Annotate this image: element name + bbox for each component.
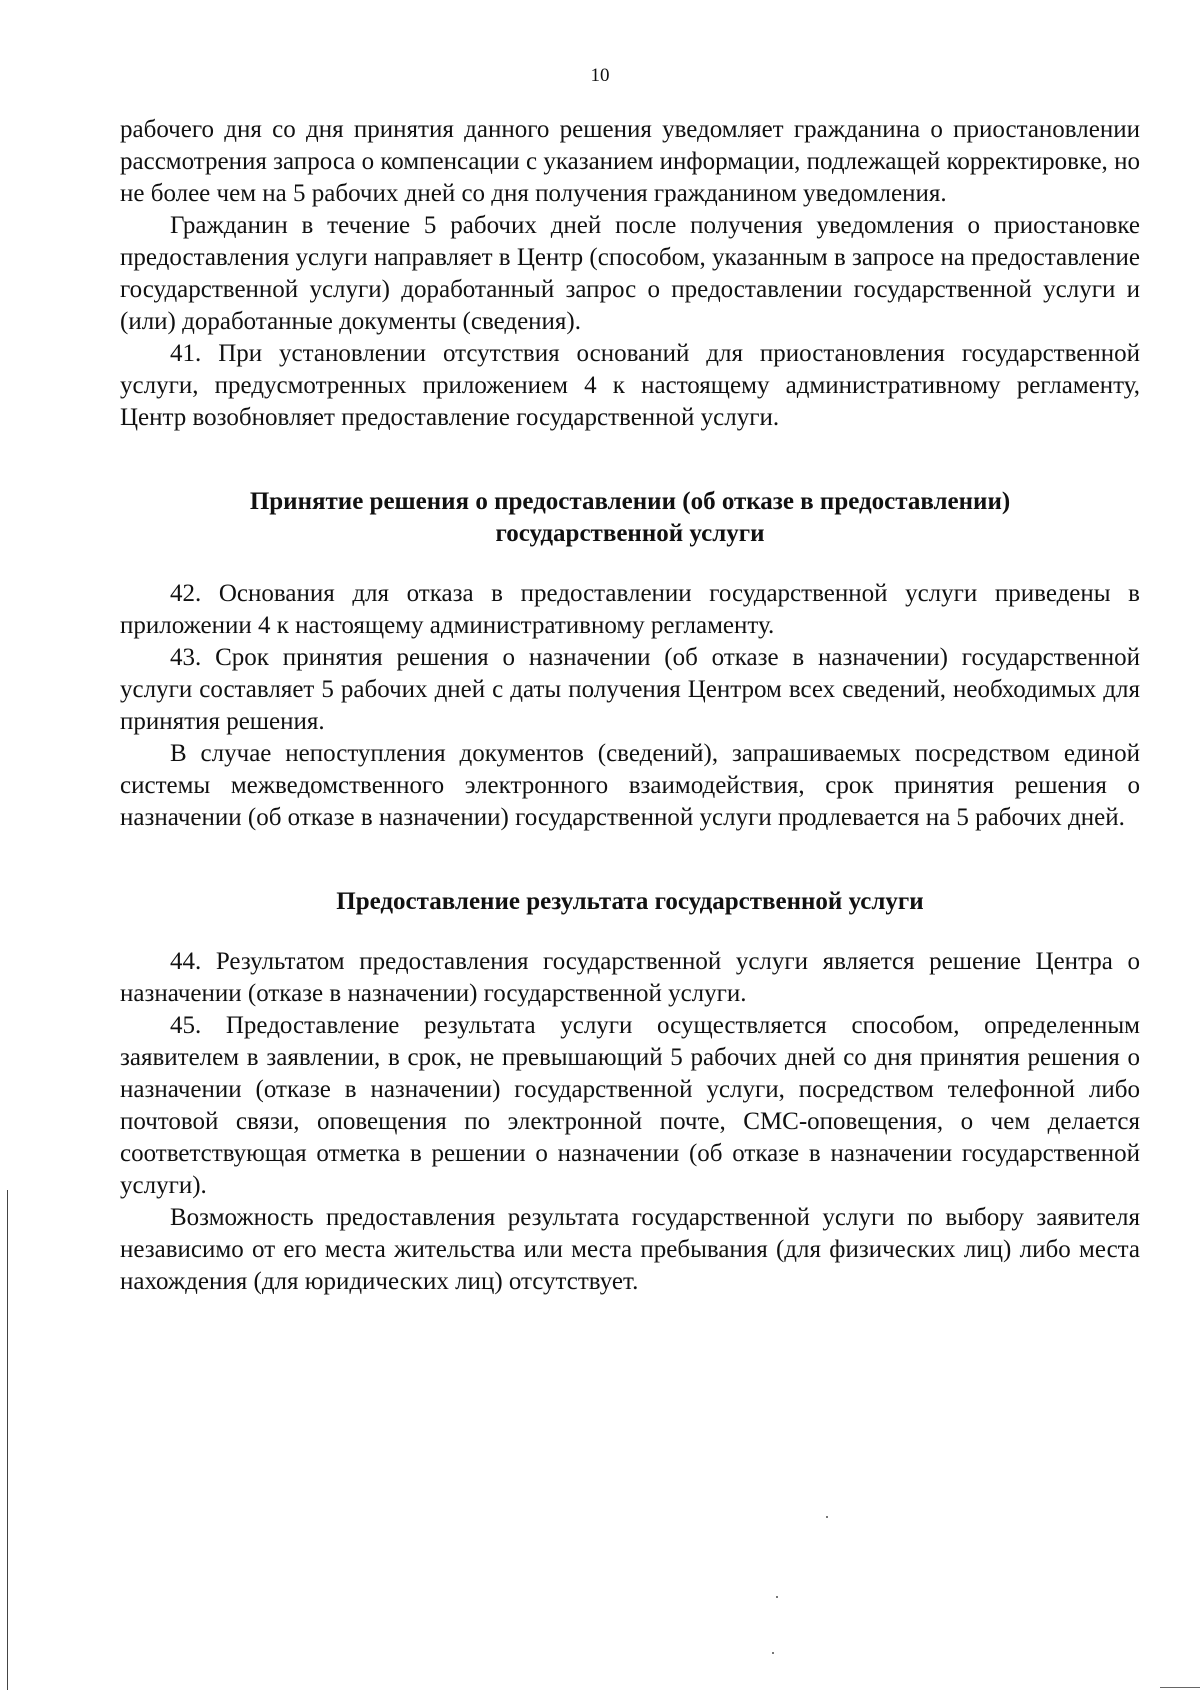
spacer (120, 918, 1140, 946)
page-number: 10 (590, 65, 610, 86)
paragraph-44: 44. Результатом предоставления государственной услуги является решение Центра о назначении (отказе в назначении) государственной услуги. (120, 948, 1140, 1007)
section-heading-decision-line1: Принятие решения о предоставлении (об отказе в предоставлении) (249, 488, 1011, 515)
section-heading-result: Предоставление результата государственной услуги (336, 888, 924, 915)
scan-speck (826, 1516, 828, 1518)
section-heading-decision-line2: государственной услуги (495, 520, 765, 547)
spacer (120, 550, 1140, 578)
paragraph-continuation: рабочего дня со дня принятия данного решения уведомляет гражданина о приостановлении рассмотрения запроса о компенсации с указанием информации, подлежащей корректировке, но не более чем на 5 рабочих дней со дня получения гражданином уведомления. (120, 116, 1140, 207)
scan-corner-mark (1160, 1687, 1200, 1688)
spacer (120, 434, 1140, 486)
paragraph-42: 42. Основания для отказа в предоставлении государственной услуги приведены в приложении 4 к настоящему административному регламенту. (120, 580, 1140, 639)
scan-speck (772, 1652, 774, 1654)
scan-binding-line (7, 1190, 8, 1690)
document-body (120, 114, 1140, 1298)
section-heading-decision (120, 486, 1140, 550)
paragraph-45: 45. Предоставление результата услуги осуществляется способом, определенным заявителем в заявлении, в срок, не превышающий 5 рабочих дней со дня принятия решения о назначении (отказе в назначении) государственной услуги, посредством телефонной либо почтовой связи, оповещения по электронной почте, СМС-оповещения, о чем делается соответствующая отметка в решении о назначении (об отказе в назначении государственной услуги). (120, 1012, 1140, 1199)
paragraph-43-extension: В случае непоступления документов (сведений), запрашиваемых посредством единой системы межведомственного электронного взаимодействия, срок принятия решения о назначении (об отказе в назначении) государственной услуги продлевается на 5 рабочих дней. (120, 740, 1140, 831)
paragraph-41: 41. При установлении отсутствия оснований для приостановления государственной услуги, предусмотренных приложением 4 к настоящему административному регламенту, Центр возобновляет предоставление государственной услуги. (120, 340, 1140, 431)
paragraph-citizen-notification: Гражданин в течение 5 рабочих дней после получения уведомления о приостановке предоставления услуги направляет в Центр (способом, указанным в запросе на предоставление государственной услуги) доработанный запрос о предоставлении государственной услуги и (или) доработанные документы (сведения). (120, 212, 1140, 335)
spacer (120, 834, 1140, 886)
scan-speck (776, 1596, 778, 1598)
paragraph-43: 43. Срок принятия решения о назначении (об отказе в назначении) государственной услуги составляет 5 рабочих дней с даты получения Центром всех сведений, необходимых для принятия решения. (120, 644, 1140, 735)
paragraph-result-choice: Возможность предоставления результата государственной услуги по выбору заявителя независимо от его места жительства или места пребывания (для физических лиц) либо места нахождения (для юридических лиц) отсутствует. (120, 1204, 1140, 1295)
